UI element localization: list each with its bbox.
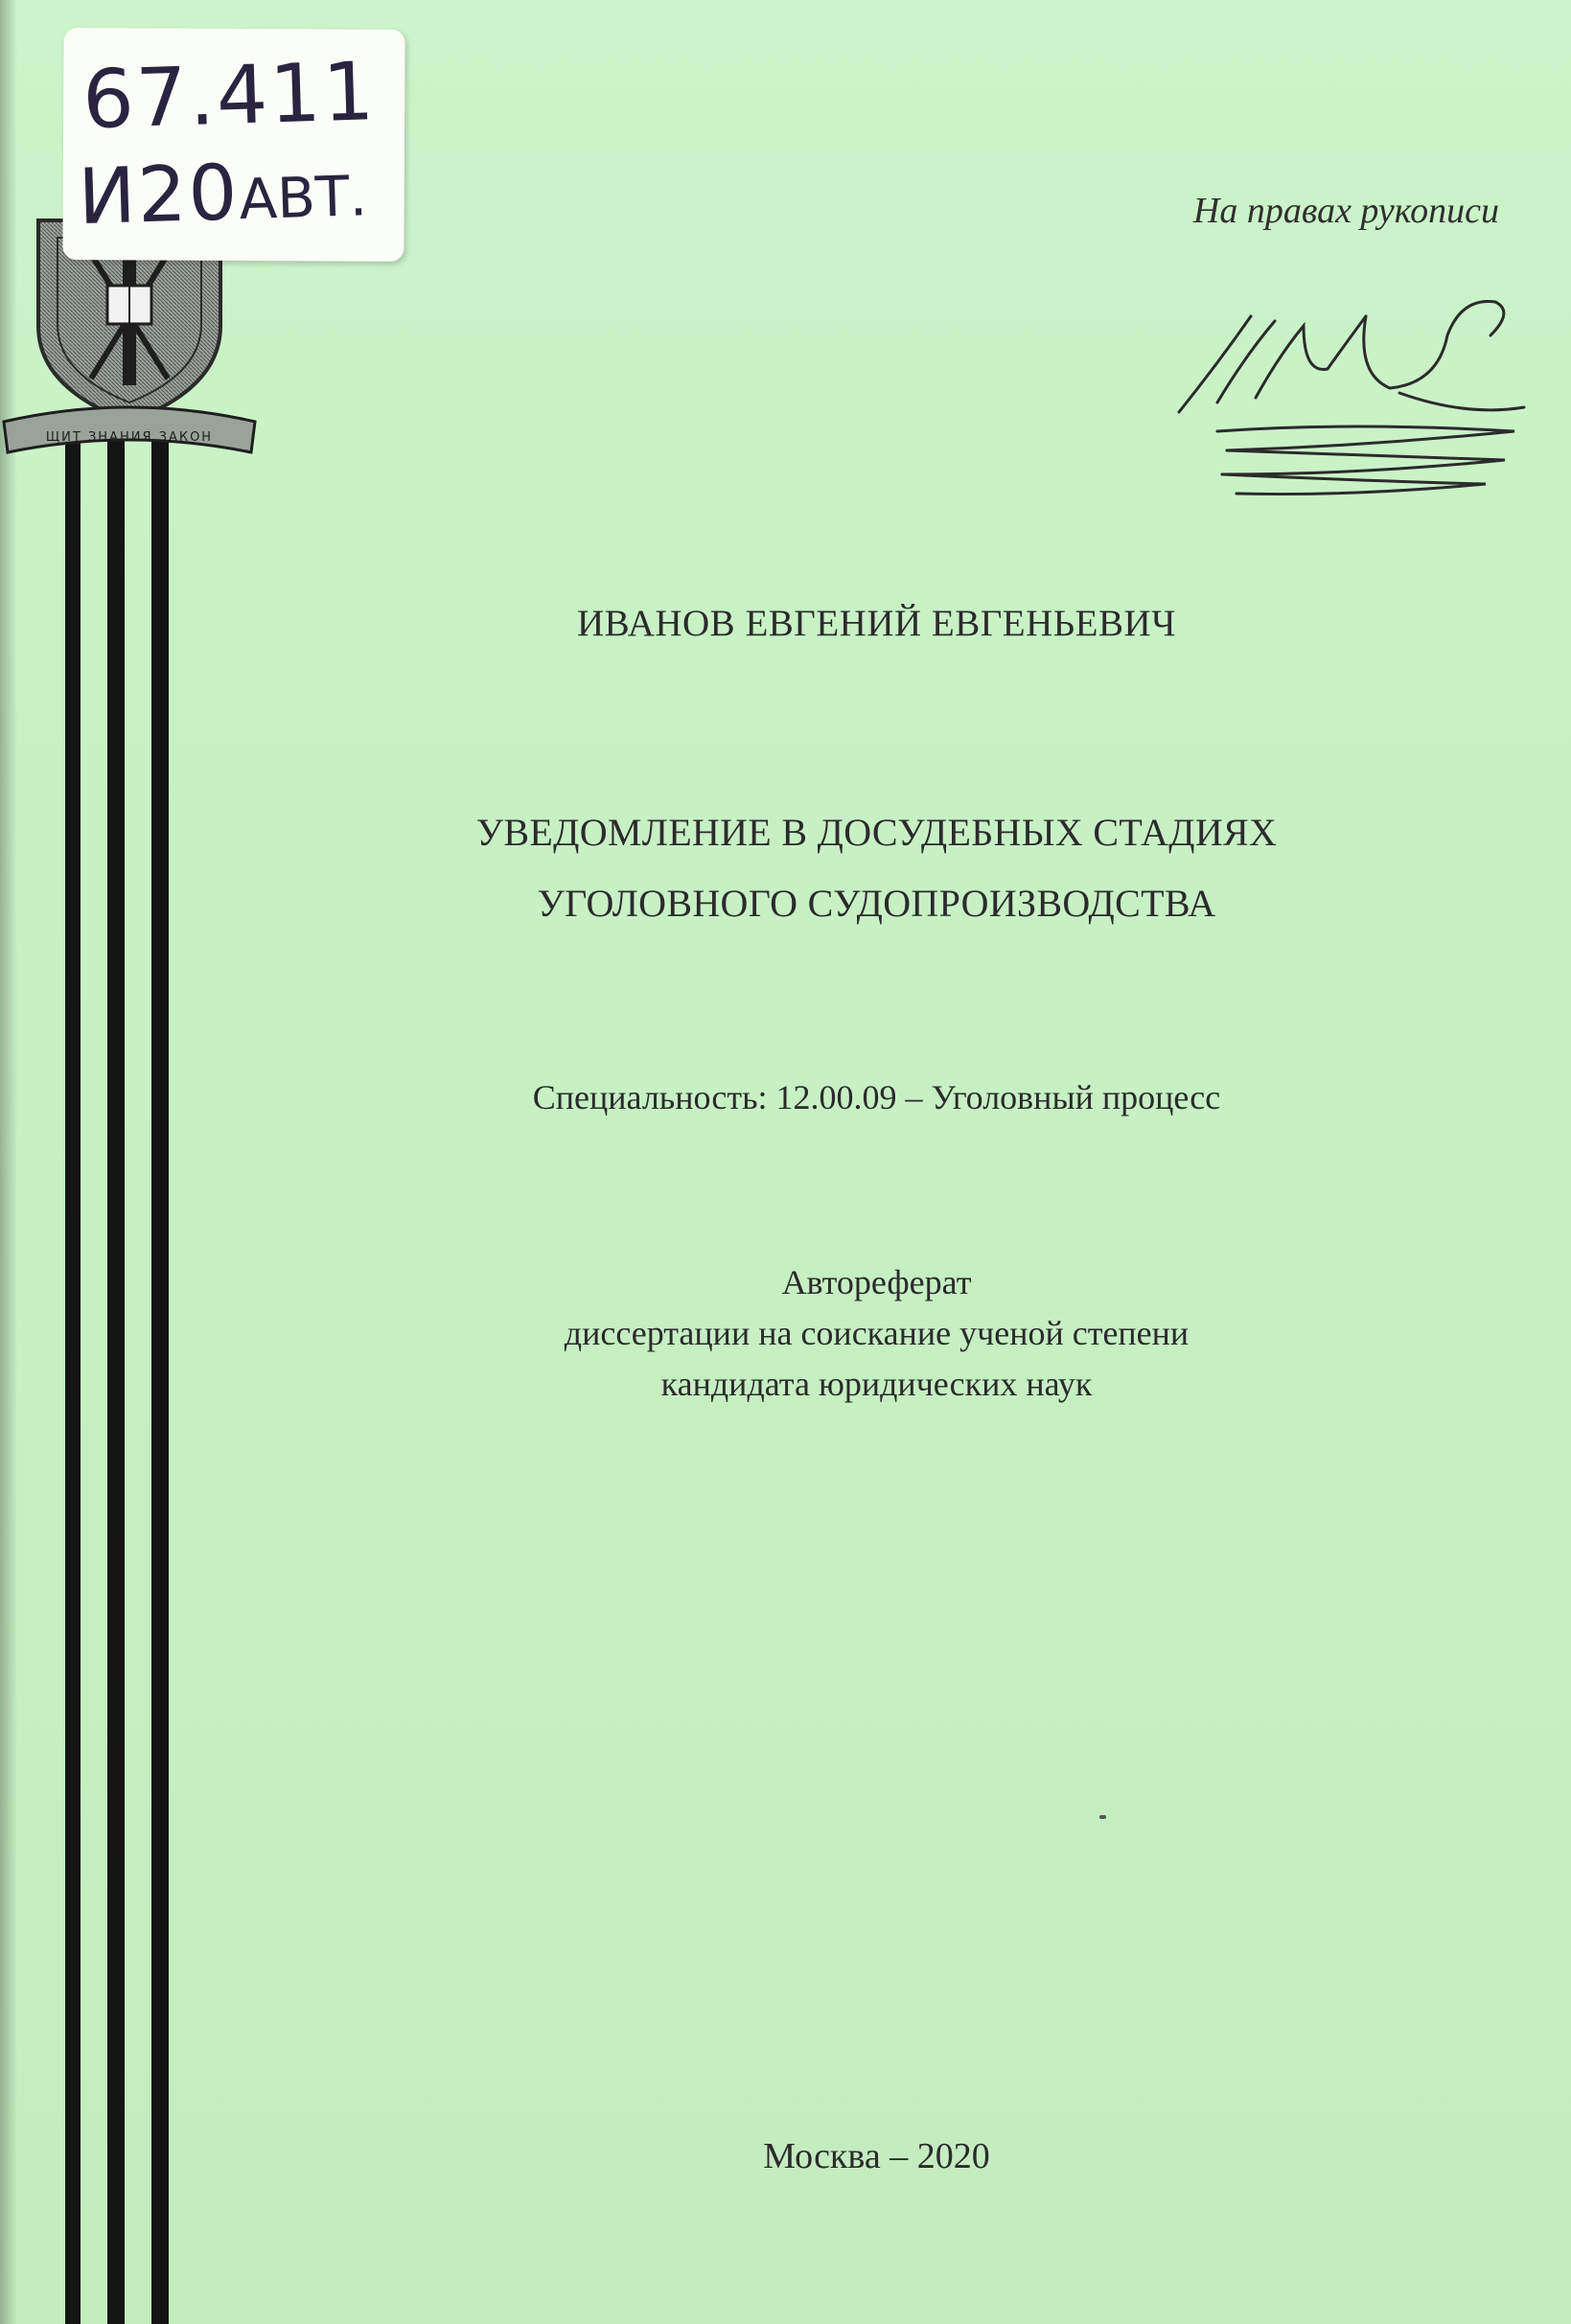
binding-stripe xyxy=(107,422,125,2324)
scan-speck xyxy=(1099,1815,1106,1819)
title-line: УГОЛОВНОГО СУДОПРОИЗВОДСТВА xyxy=(537,882,1216,925)
author-mark-abbr: АВТ. xyxy=(238,163,368,233)
abstract-line: кандидата юридических наук xyxy=(660,1365,1093,1403)
city-year: Москва – 2020 xyxy=(763,2136,990,2176)
emblem-motto: ЩИТ ЗНАНИЯ ЗАКОН xyxy=(45,430,214,445)
title-line: УВЕДОМЛЕНИЕ В ДОСУДЕБНЫХ СТАДИЯХ xyxy=(475,811,1278,854)
author-name: ИВАНОВ ЕВГЕНИЙ ЕВГЕНЬЕВИЧ xyxy=(576,603,1177,644)
signature-icon xyxy=(1160,278,1543,518)
library-call-number-sticker xyxy=(62,28,404,262)
binding-stripe xyxy=(65,422,81,2324)
abstract-description xyxy=(182,1257,1571,1410)
classification-code: 67.411 xyxy=(81,44,378,148)
author-signature xyxy=(1160,278,1543,518)
abstract-line: диссертации на соискание ученой степени xyxy=(564,1314,1190,1352)
author-mark-code: И20 xyxy=(77,148,241,242)
dissertation-title xyxy=(182,797,1571,939)
author-mark xyxy=(77,144,368,242)
abstract-line: Автореферат xyxy=(781,1263,972,1301)
specialty: Специальность: 12.00.09 – Уголовный процесс xyxy=(532,1078,1221,1116)
binding-stripe xyxy=(151,422,169,2324)
rights-note: На правах рукописи xyxy=(1192,191,1499,231)
